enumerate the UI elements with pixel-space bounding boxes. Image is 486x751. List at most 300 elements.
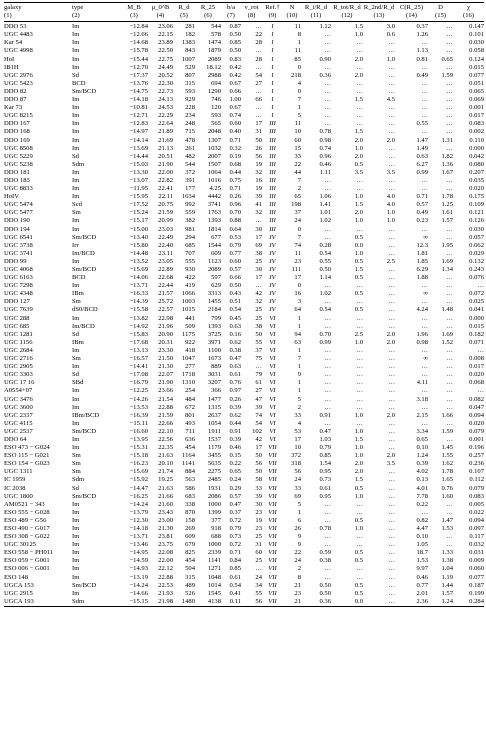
table-cell: 0	[297, 87, 301, 95]
table-cell: 3.34	[416, 427, 428, 435]
table-cell: 34	[255, 581, 262, 589]
table-cell: 1.0	[354, 492, 363, 500]
table-cell: Sm	[72, 452, 81, 460]
table-cell: 0.95	[319, 492, 331, 500]
table-cell: 25	[255, 314, 262, 322]
table-cell: 0.051	[469, 79, 484, 87]
table-cell: 22.68	[158, 274, 173, 282]
table-cell: 1.53	[441, 525, 453, 532]
table-cell: 2.0	[354, 136, 363, 144]
table-cell: −10.81	[129, 104, 148, 112]
table-cell: …	[388, 419, 395, 427]
table-row	[4, 266, 484, 274]
table-cell: 0.101	[469, 31, 484, 39]
table-cell: 31	[255, 541, 262, 549]
table-cell: 16	[294, 290, 301, 298]
table-cell: …	[324, 508, 331, 516]
table-cell: …	[388, 79, 395, 87]
table-cell: VII	[268, 589, 277, 597]
table-cell: …	[446, 363, 453, 371]
table-cell: …	[324, 403, 331, 411]
table-cell: …	[324, 112, 331, 120]
table-cell: …	[446, 87, 453, 95]
table-cell: −14.14	[129, 136, 148, 144]
table-cell: 1.61	[441, 209, 453, 217]
table-cell: 0.0	[354, 241, 363, 249]
table-cell: 0.40	[229, 128, 241, 136]
table-cell: …	[356, 176, 363, 184]
table-cell: I	[271, 55, 274, 63]
table-cell: …	[388, 565, 395, 573]
table-cell: 0.38	[319, 557, 331, 565]
table-cell: 0.5	[354, 557, 363, 565]
table-cell: 2.15	[416, 411, 428, 419]
table-cell: 22.00	[158, 168, 173, 176]
table-cell: Scd	[72, 201, 82, 209]
table-cell: 4138	[195, 598, 221, 607]
table-cell: …	[255, 282, 262, 290]
table-cell: 482	[185, 152, 195, 160]
table-cell: Sd	[72, 484, 79, 492]
table-row	[4, 582, 484, 590]
table-cell: −14.92	[129, 322, 148, 330]
table-cell: …	[388, 112, 395, 120]
table-cell: 1.31	[441, 136, 453, 144]
table-cell: Im	[72, 176, 80, 184]
table-cell: 0.96	[229, 201, 241, 209]
table-cell: −15.58	[129, 306, 148, 314]
table-cell: 1393	[207, 322, 221, 330]
header-number-row	[4, 12, 484, 22]
table-cell: 198	[291, 201, 301, 209]
table-cell: UGC 7639	[4, 306, 33, 314]
table-cell: 0	[297, 225, 301, 233]
table-cell: 0.11	[221, 598, 241, 607]
table-cell: −17.68	[129, 338, 148, 346]
table-cell: 30	[255, 225, 262, 233]
table-cell: 23	[255, 508, 262, 516]
table-cell: 1.54	[319, 460, 331, 468]
table-cell: UGC 5238	[4, 160, 33, 168]
table-cell: 1.66	[441, 411, 453, 419]
table-cell: DDO 99	[4, 257, 27, 265]
table-cell: …	[388, 468, 395, 476]
table-cell: 3725	[207, 330, 221, 338]
table-cell: …	[421, 314, 428, 322]
table-cell: …	[388, 120, 395, 128]
table-cell: 318	[291, 460, 301, 468]
table-cell: …	[421, 298, 428, 306]
table-cell: …	[421, 112, 428, 120]
table-cell: IC 2038	[4, 484, 26, 492]
table-cell: 1.55	[441, 452, 453, 460]
table-cell: 6.27	[416, 160, 428, 168]
table-cell: …	[388, 387, 395, 395]
table-cell: 17	[255, 120, 262, 128]
table-cell: UGC 2537	[4, 427, 33, 435]
table-cell: …	[388, 484, 395, 492]
table-cell: Im	[72, 63, 80, 71]
table-cell: III	[269, 144, 276, 152]
table-cell: 1307	[207, 136, 221, 144]
table-cell: 1.78	[441, 193, 453, 201]
table-cell: 586	[185, 484, 195, 492]
table-cell: 25.72	[158, 298, 173, 306]
table-cell: VII	[268, 581, 277, 589]
table-cell: …	[388, 152, 395, 160]
table-cell: A0554+07	[4, 387, 33, 395]
table-cell: 0.49	[416, 209, 428, 217]
table-cell: …	[446, 387, 453, 395]
table-cell: 1480	[173, 598, 195, 607]
table-cell: …	[255, 63, 262, 71]
table-cell: 0.65	[416, 435, 428, 443]
table-cell: 5	[297, 395, 301, 403]
table-cell: 2.0	[354, 209, 363, 217]
table-cell: 1	[297, 39, 301, 47]
table-cell: 0.124	[469, 55, 484, 63]
table-cell: …	[446, 23, 453, 31]
table-cell: UGC 3303	[4, 371, 33, 379]
table-cell: 0.99	[416, 168, 428, 176]
table-cell: 22.82	[158, 176, 173, 184]
table-cell: …	[324, 185, 331, 193]
table-cell: 0.187	[469, 581, 484, 589]
table-cell: Sm	[72, 298, 81, 306]
table-cell: 918	[211, 525, 221, 532]
table-cell: 5	[297, 500, 301, 508]
table-cell: 2.0	[386, 330, 395, 338]
table-cell: 4.5	[386, 96, 395, 104]
table-cell: 0.73	[229, 533, 241, 541]
table-cell: 0.083	[469, 492, 484, 500]
table-cell: 23.43	[158, 508, 173, 516]
table-cell: 504	[185, 565, 195, 573]
table-cell: 248	[185, 120, 195, 128]
table-cell: I	[271, 96, 274, 104]
table-cell: 0.082	[469, 395, 484, 403]
table-cell: Im	[72, 225, 80, 233]
table-cell: 2.0	[386, 411, 395, 419]
table-cell: −12.70	[129, 63, 148, 71]
table-cell: 17	[255, 274, 262, 282]
table-cell: 4.24	[416, 306, 428, 314]
table-cell: …	[324, 573, 331, 581]
table-cell: 0.39	[229, 435, 241, 443]
table-cell: 609	[211, 249, 221, 257]
column-header: v_rot	[241, 3, 262, 13]
table-cell: …	[324, 500, 331, 508]
table-cell: DDO 183	[4, 176, 30, 184]
table-cell: 28	[255, 55, 262, 63]
table-cell: …	[388, 435, 395, 443]
table-cell: …	[324, 39, 331, 47]
table-cell: 22.40	[158, 241, 173, 249]
table-cell: 0.44	[229, 168, 241, 176]
table-cell: 0.001	[469, 435, 484, 443]
table-cell: 102	[252, 427, 262, 435]
table-cell: −12.83	[129, 120, 148, 128]
table-cell: I	[271, 71, 274, 79]
table-cell: 0.46	[229, 444, 241, 452]
table-cell: …	[388, 241, 395, 249]
table-cell: 0.5	[354, 589, 363, 597]
table-cell: UGC 4068	[4, 266, 33, 273]
table-cell: −14.95	[129, 549, 148, 557]
table-cell: 2086	[207, 492, 221, 500]
table-cell: 0.015	[469, 63, 484, 71]
table-cell: 0.38	[229, 346, 241, 354]
table-cell: 38	[255, 322, 262, 330]
table-cell: 1477	[207, 395, 221, 403]
table-cell: 0.50	[229, 31, 241, 39]
table-cell: IBm	[72, 290, 84, 298]
table-cell: …	[388, 87, 395, 95]
table-cell: 32	[255, 168, 262, 176]
table-cell: 0.068	[469, 379, 484, 387]
table-cell: 66	[255, 96, 262, 104]
table-cell: VI	[269, 314, 276, 322]
table-cell: 1393	[207, 217, 221, 225]
table-cell: UGC 7298	[4, 282, 33, 290]
table-cell: 254	[185, 387, 195, 395]
table-cell: 0.45	[229, 314, 241, 322]
table-row	[4, 379, 484, 387]
table-cell: 3207	[207, 379, 221, 387]
table-cell: 3031	[207, 371, 221, 379]
table-cell: …	[356, 419, 363, 427]
table-cell: 0.95	[319, 468, 331, 476]
table-cell: 22.56	[158, 435, 173, 443]
column-header: R_25	[195, 3, 221, 13]
table-cell: −16.25	[129, 492, 148, 500]
table-cell: UGC 1281	[4, 330, 33, 338]
table-cell: 54	[255, 419, 262, 427]
table-cell: 2988	[207, 71, 221, 79]
table-cell: UGC 3738	[4, 241, 33, 249]
table-cell: UGC 8833	[4, 185, 33, 193]
table-cell: 21.63	[158, 452, 173, 460]
table-cell: …	[446, 233, 453, 241]
table-cell: 1141	[182, 460, 195, 468]
table-cell: 2275	[207, 468, 221, 476]
table-cell: 0.029	[469, 249, 484, 257]
table-cell: 593	[211, 112, 221, 120]
table-row	[4, 493, 484, 501]
table-cell: …	[388, 589, 395, 597]
table-cell: 177	[185, 185, 195, 193]
table-cell: III	[269, 120, 276, 128]
table-cell: 22.07	[158, 371, 173, 379]
table-cell: 1879	[207, 47, 221, 55]
table-cell: 277	[185, 363, 195, 371]
table-cell: UGC 1800	[4, 492, 33, 500]
table-cell: 4.02	[416, 468, 428, 476]
table-row	[4, 541, 484, 549]
table-cell: 1.0	[354, 338, 363, 346]
table-row	[4, 485, 484, 493]
table-cell: ESO 006 − G001	[4, 565, 50, 573]
table-cell: …	[356, 387, 363, 395]
table-cell: 3.5	[354, 168, 363, 176]
table-cell: Sm/BCD	[72, 266, 97, 273]
table-cell: …	[324, 346, 331, 354]
table-cell: 2.36	[395, 598, 428, 607]
table-cell: Sm/BCD	[72, 87, 97, 95]
column-number: (7)	[221, 12, 241, 22]
table-cell: III	[269, 225, 276, 233]
column-header: R_2nd/R_d	[363, 4, 395, 11]
table-cell: 0.132	[469, 257, 484, 265]
table-cell: …	[356, 104, 363, 112]
table-cell: 3	[297, 298, 301, 306]
table-cell: 493	[185, 419, 195, 427]
table-cell: 1.05	[416, 541, 428, 549]
table-cell: −16.23	[129, 460, 148, 468]
table-cell: …	[446, 419, 453, 427]
table-cell: …	[255, 217, 262, 225]
table-cell: III	[269, 201, 276, 209]
table-cell: …	[446, 355, 453, 363]
table-cell: 0.257	[469, 452, 484, 460]
table-cell: …	[388, 128, 395, 136]
table-cell: III	[269, 217, 276, 225]
table-row	[4, 460, 484, 468]
table-cell: 7	[297, 96, 301, 104]
table-cell: …	[446, 47, 453, 55]
table-row	[4, 533, 484, 541]
table-cell: UGCA 153	[4, 581, 34, 589]
table-cell: 372	[185, 168, 195, 176]
table-cell: 366	[211, 387, 221, 395]
table-cell: 0.079	[469, 484, 484, 492]
table-cell: VI	[269, 346, 276, 354]
table-cell: 2007	[207, 152, 221, 160]
table-cell: 0.13	[416, 476, 428, 484]
table-cell: 0.076	[469, 274, 484, 282]
table-cell: UGC 2716	[4, 355, 33, 363]
table-row	[4, 598, 484, 607]
table-cell: 0.058	[469, 47, 484, 55]
table-cell: 30	[255, 500, 262, 508]
table-cell: …	[324, 419, 331, 427]
table-cell: 10	[294, 128, 301, 136]
table-cell: 1399	[207, 508, 221, 516]
table-cell: 1545	[207, 589, 221, 597]
table-cell: 1763	[207, 209, 221, 217]
table-cell: 0.24	[229, 476, 241, 484]
table-cell: …	[421, 387, 428, 395]
table-cell: …	[388, 533, 395, 541]
table-cell: 3.5	[386, 168, 395, 176]
table-cell: …	[388, 541, 395, 549]
table-cell: IBm/BCD	[72, 411, 100, 419]
table-cell: 2.0	[354, 71, 363, 79]
table-cell: 21.66	[158, 492, 173, 500]
table-cell: 1315	[207, 403, 221, 411]
table-cell: 1014	[207, 581, 221, 589]
table-cell: HoIV	[4, 193, 20, 201]
table-cell: UGC 1156	[4, 338, 33, 346]
table-cell: DDO 167	[4, 120, 30, 128]
table-cell: UGC 17 16	[4, 379, 35, 387]
table-cell: I	[271, 104, 274, 112]
table-cell: IV	[269, 282, 276, 290]
table-cell: 26	[294, 525, 301, 532]
table-cell: 0.73	[319, 476, 331, 484]
table-cell: Sdm	[72, 476, 85, 484]
table-cell: 21.69	[158, 136, 173, 144]
table-cell: 2	[297, 403, 301, 411]
table-cell: …	[356, 355, 363, 363]
table-cell: 0.70	[319, 330, 331, 338]
table-cell: 0.042	[469, 152, 484, 160]
table-cell: 37	[255, 346, 262, 354]
table-row	[4, 56, 484, 64]
table-cell: 61	[255, 379, 262, 387]
table-cell: 1.14	[319, 274, 331, 282]
table-cell: Im	[72, 144, 80, 152]
table-cell: Im	[72, 168, 80, 176]
table-cell: 1007	[181, 55, 195, 63]
table-cell: 50	[255, 452, 262, 460]
column-header: galaxy	[4, 3, 72, 13]
table-cell: 42	[255, 290, 262, 298]
table-cell: …	[324, 104, 331, 112]
table-cell: UGC 3476	[4, 395, 33, 403]
table-cell: 65	[294, 193, 301, 201]
table-cell: I	[271, 31, 274, 39]
table-cell: 1.12	[319, 23, 331, 31]
table-cell: VI	[269, 387, 276, 395]
table-cell: 1.0	[386, 55, 395, 63]
table-cell: 1.88	[416, 274, 428, 282]
table-cell: 79	[255, 371, 262, 379]
table-cell: 0.85	[229, 39, 241, 47]
table-cell: IC 1959	[4, 476, 26, 484]
table-cell: 17	[255, 444, 262, 452]
table-cell: …	[356, 533, 363, 541]
table-row	[4, 153, 484, 161]
table-cell: 0.126	[469, 217, 484, 225]
table-cell: Im	[72, 257, 80, 265]
table-cell: 22	[255, 31, 262, 39]
table-cell: VII	[268, 525, 277, 532]
table-cell: …	[388, 249, 395, 257]
table-cell: 23.00	[158, 516, 173, 524]
table-cell: IBm	[72, 338, 84, 346]
table-cell: …	[255, 47, 262, 55]
table-cell: 19	[255, 185, 262, 193]
table-cell: VI	[269, 322, 276, 330]
column-header: M_B	[120, 3, 148, 13]
table-cell: 1141	[208, 557, 221, 565]
table-cell: 269	[185, 525, 195, 532]
table-cell: …	[356, 39, 363, 47]
table-cell: UGC 2684	[4, 346, 33, 354]
table-cell: 1.53	[416, 557, 428, 565]
table-cell: …	[388, 444, 395, 452]
table-cell: DDO 168	[4, 128, 30, 136]
table-cell: 22.29	[158, 112, 173, 120]
table-cell: 1047	[181, 355, 195, 363]
table-cell: Sm/BCD	[72, 427, 97, 435]
table-cell: 1474	[207, 39, 221, 47]
table-cell: DDO 82	[4, 87, 27, 95]
table-cell: 21.63	[158, 484, 173, 492]
table-cell: 0.71	[229, 185, 241, 193]
table-cell: 1.25	[441, 201, 453, 209]
